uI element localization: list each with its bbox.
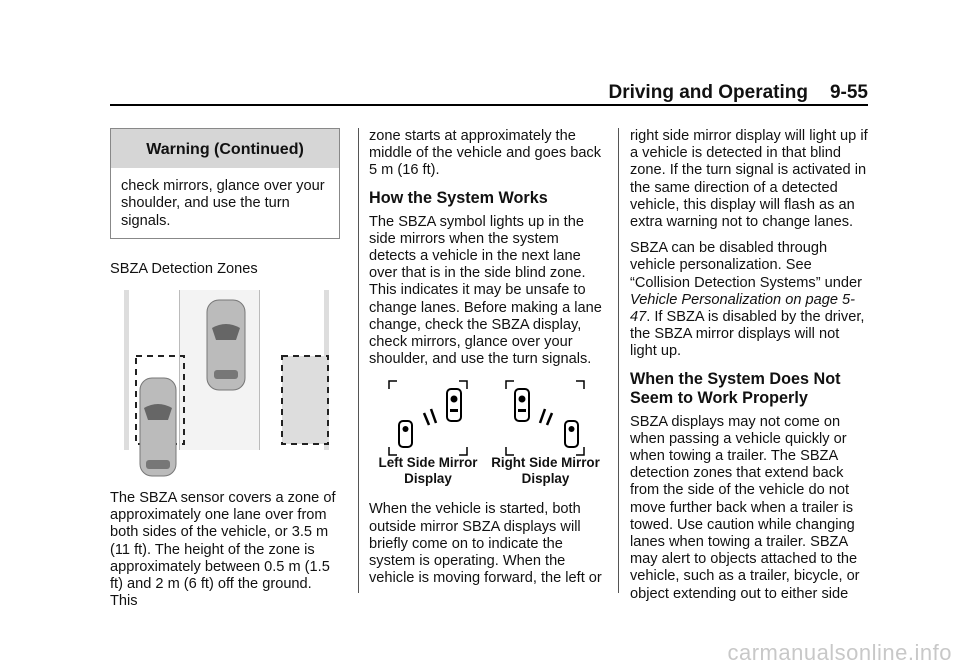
column-divider [618, 128, 619, 593]
right-mirror-label-line1: Right Side Mirror [491, 455, 600, 471]
left-lane-edge [124, 290, 129, 450]
section-heading-how-it-works: How the System Works [369, 188, 548, 207]
column-divider [358, 128, 359, 593]
watermark: carmanualsonline.info [727, 640, 952, 665]
section-heading-not-working: When the System Does Not Seem to Work Properly [630, 369, 841, 407]
mirror-display-figure [369, 377, 604, 459]
left-mirror-label-line2: Display [404, 471, 452, 487]
left-mirror-frame [389, 381, 467, 455]
col2-paragraph-2: The SBZA symbol lights up in the side mirrors when the system detects a vehicle in the next lane over that is in the side blind zone. This indicates it may be unsafe to change lanes. Before making a lane change, check the SBZA display, check mirrors, glance over your shoulder, and use the turn signals. [369, 213, 602, 368]
figure-caption: SBZA Detection Zones [110, 260, 258, 277]
page-header [110, 82, 868, 106]
header-title: Driving and Operating [608, 82, 808, 103]
col3-paragraph-2-text: SBZA can be disabled through vehicle personalization. See “Collision Detection Systems” under [630, 240, 862, 291]
column-1 [110, 128, 340, 619]
column-3 [630, 128, 870, 612]
col3-paragraph-1: right side mirror display will light up if a vehicle is detected in that blind zone. If the turn signal is activated in the same direction of a detected vehicle, this display will flash as an extra warning not to change lanes. [630, 128, 868, 231]
left-mirror-sbza-icon [399, 389, 461, 447]
warning-box [110, 128, 340, 239]
vehicle-personalization-link[interactable]: Vehicle Personalization on page 5-47 [630, 291, 855, 326]
col3-paragraph-3: SBZA displays may not come on when passing a vehicle quickly or when towing a trailer. The SBZA detection zones that extend back from the side of the vehicle do not move further back when a trailer is towed. Use caution while changing lanes when towing a trailer. SBZA may alert to objects attached to the vehicle, such as a trailer, bicycle, or object extending out to either side [630, 413, 860, 602]
col1-paragraph: The SBZA sensor covers a zone of approximately one lane over from both sides of the vehicle, or 3.5 m (11 ft). The height of the zone is approximately between 0.5 m (1.5 ft) and 2 m (6 ft) off the ground. This [110, 490, 336, 610]
right-detection-zone [282, 356, 328, 444]
left-mirror-label [369, 455, 487, 487]
col3-paragraph-2 [630, 240, 870, 360]
right-mirror-label-line2: Display [521, 471, 570, 487]
host-vehicle-icon [207, 300, 245, 390]
right-mirror-sbza-icon [515, 389, 578, 447]
adjacent-vehicle-icon [140, 378, 176, 476]
warning-title: Warning (Continued) [111, 129, 339, 168]
mirror-labels [369, 455, 604, 487]
col2-paragraph-3: When the vehicle is started, both outside mirror SBZA displays will briefly come on to indicate the system is operating. When the vehicle is moving forward, the left or [369, 501, 602, 587]
page-number: 9-55 [829, 82, 868, 103]
col3-paragraph-2-text-end: . If SBZA is disabled by the driver, the SBZA mirror displays will not light up. [630, 309, 865, 360]
col2-paragraph-1: zone starts at approximately the middle of the vehicle and goes back 5 m (16 ft). [369, 128, 602, 179]
left-mirror-label-line1: Left Side Mirror [378, 455, 478, 471]
right-mirror-label [487, 455, 604, 487]
sbza-zones-figure [124, 290, 334, 480]
right-mirror-frame [506, 381, 584, 455]
column-2 [369, 128, 609, 596]
warning-body: check mirrors, glance over your shoulder, and use the turn signals. [121, 178, 325, 229]
